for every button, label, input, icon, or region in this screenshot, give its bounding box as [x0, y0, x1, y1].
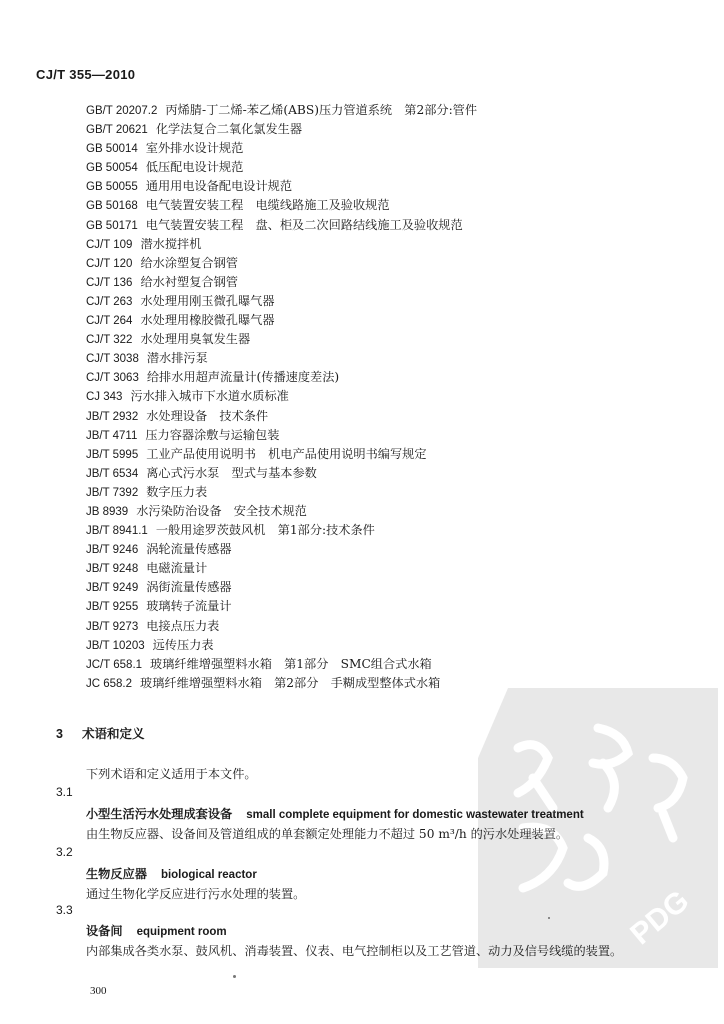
reference-item: [86, 368, 686, 387]
term-zh: 小型生活污水处理成套设备: [86, 807, 233, 821]
reference-title: 给排水用超声流量计(传播速度差法): [146, 370, 340, 385]
reference-code: JB/T 2932: [86, 410, 139, 423]
reference-title: 潜水搅拌机: [140, 236, 202, 251]
reference-code: CJ 343: [86, 391, 123, 404]
term-title: [86, 865, 257, 882]
reference-title: 低压配电设计规范: [145, 160, 244, 175]
reference-code: JB/T 9273: [86, 620, 139, 633]
term-en: biological reactor: [160, 869, 257, 881]
term-zh: 生物反应器: [86, 867, 147, 881]
reference-title: 给水涂塑复合钢管: [140, 255, 238, 270]
page-number: 300: [90, 985, 107, 997]
reference-code: GB/T 20621: [86, 124, 148, 137]
reference-item: [86, 578, 686, 597]
reference-item: [86, 235, 686, 254]
reference-title: 一般用途罗茨鼓风机 第1部分:技术条件: [155, 523, 375, 538]
reference-code: JB/T 5995: [86, 448, 139, 461]
section-intro: 下列术语和定义适用于本文件。: [86, 767, 257, 781]
reference-item: [86, 636, 686, 655]
reference-title: 电气装置安装工程 电缆线路施工及验收规范: [145, 198, 390, 213]
reference-code: JB/T 9248: [86, 563, 139, 576]
reference-title: 室外排水设计规范: [145, 141, 244, 156]
section-number: 3: [56, 727, 63, 741]
reference-title: 玻璃转子流量计: [146, 599, 232, 614]
reference-item: [86, 559, 686, 578]
reference-item: [86, 387, 686, 406]
reference-title: 工业产品使用说明书 机电产品使用说明书编写规定: [146, 446, 427, 461]
reference-title: 远传压力表: [152, 637, 214, 652]
reference-item: [86, 617, 686, 636]
reference-code: JB/T 7392: [86, 486, 139, 499]
reference-code: JC/T 658.1: [86, 658, 143, 671]
reference-title: 通用用电设备配电设计规范: [145, 179, 293, 194]
reference-code: CJ/T 264: [86, 315, 133, 328]
reference-code: JB 8939: [86, 505, 129, 518]
reference-code: GB 50054: [86, 162, 138, 175]
reference-item: [86, 330, 686, 349]
term-definition: 通过生物化学反应进行污水处理的装置。: [86, 887, 306, 901]
reference-code: GB/T 20207.2: [86, 105, 158, 117]
normative-reference-list: [86, 101, 686, 693]
reference-title: 污水排入城市下水道水质标准: [130, 389, 289, 404]
reference-item: [86, 196, 686, 215]
reference-code: JB/T 9255: [86, 601, 139, 614]
reference-item: [86, 177, 686, 196]
term-en: equipment room: [136, 926, 227, 938]
term-definition: 由生物反应器、设备间及管道组成的单套额定处理能力不超过 50 m³/h 的污水处理装置。: [86, 827, 569, 841]
reference-title: 涡街流量传感器: [146, 580, 232, 595]
reference-item: [86, 292, 686, 311]
term-title: [86, 922, 227, 939]
reference-item: [86, 407, 686, 426]
reference-item: [86, 464, 686, 483]
reference-code: GB 50168: [86, 200, 138, 213]
reference-code: GB 50014: [86, 143, 138, 156]
section-title: 术语和定义: [82, 726, 145, 741]
reference-title: 化学法复合二氧化氯发生器: [155, 122, 303, 137]
reference-title: 水处理用臭氧发生器: [140, 332, 251, 347]
reference-code: JB/T 10203: [86, 639, 145, 652]
reference-title: 玻璃纤维增强塑料水箱 第1部分 SMC组合式水箱: [150, 656, 432, 671]
reference-code: CJ/T 120: [86, 257, 133, 270]
section-heading: [56, 724, 145, 742]
watermark-stamp: [478, 668, 718, 968]
reference-item: [86, 426, 686, 445]
reference-title: 丙烯腈-丁二烯-苯乙烯(ABS)压力管道系统 第2部分:管件: [165, 103, 478, 117]
watermark-label: PDG: [624, 884, 696, 952]
reference-title: 离心式污水泵 型式与基本参数: [146, 465, 317, 480]
term-number: 3.2: [56, 845, 73, 859]
reference-item: [86, 597, 686, 616]
reference-item: [86, 216, 686, 235]
term-number: 3.1: [56, 785, 73, 799]
reference-title: 给水衬塑复合钢管: [140, 274, 238, 289]
reference-item: [86, 139, 686, 158]
reference-title: 电气装置安装工程 盘、柜及二次回路结线施工及验收规范: [145, 217, 463, 232]
reference-code: JB/T 4711: [86, 429, 138, 442]
term-number: 3.3: [56, 903, 73, 917]
reference-code: CJ/T 3038: [86, 353, 139, 366]
reference-title: 涡轮流量传感器: [146, 542, 232, 557]
reference-title: 水污染防治设备 安全技术规范: [136, 503, 307, 518]
reference-item: [86, 349, 686, 368]
reference-item: [86, 311, 686, 330]
reference-title: 数字压力表: [146, 484, 208, 499]
reference-title: 电磁流量计: [146, 561, 208, 576]
reference-title: 压力容器涂敷与运输包装: [145, 427, 280, 442]
reference-code: JC 658.2: [86, 677, 133, 690]
reference-item: [86, 540, 686, 559]
reference-item: [86, 521, 686, 540]
reference-item: [86, 101, 686, 120]
reference-title: 潜水排污泵: [146, 351, 208, 366]
reference-code: GB 50055: [86, 181, 138, 194]
reference-item: [86, 254, 686, 273]
reference-code: CJ/T 136: [86, 276, 133, 289]
reference-title: 电接点压力表: [146, 618, 220, 633]
reference-code: CJ/T 322: [86, 334, 133, 347]
reference-title: 水处理用刚玉微孔曝气器: [140, 293, 275, 308]
reference-code: JB/T 9249: [86, 582, 139, 595]
reference-code: JB/T 8941.1: [86, 525, 148, 538]
reference-item: [86, 120, 686, 139]
reference-code: JB/T 6534: [86, 467, 139, 480]
reference-code: CJ/T 3063: [86, 372, 139, 385]
reference-code: JB/T 9246: [86, 544, 139, 557]
reference-item: [86, 445, 686, 464]
reference-item: [86, 273, 686, 292]
term-en: small complete equipment for domestic wastewater treatment: [246, 809, 584, 821]
reference-title: 玻璃纤维增强塑料水箱 第2部分 手糊成型整体式水箱: [140, 675, 441, 690]
reference-item: [86, 483, 686, 502]
reference-title: 水处理设备 技术条件: [146, 408, 269, 423]
reference-code: CJ/T 109: [86, 238, 133, 251]
reference-item: [86, 502, 686, 521]
standard-code-header: CJ/T 355—2010: [36, 67, 136, 82]
reference-code: GB 50171: [86, 219, 138, 232]
reference-title: 水处理用橡胶微孔曝气器: [140, 313, 275, 328]
reference-item: [86, 158, 686, 177]
scan-speck: [233, 975, 236, 978]
term-zh: 设备间: [86, 924, 123, 938]
reference-code: CJ/T 263: [86, 295, 133, 308]
term-definition: 内部集成各类水泵、鼓风机、消毒装置、仪表、电气控制柜以及工艺管道、动力及信号线缆的装置。: [86, 944, 623, 958]
